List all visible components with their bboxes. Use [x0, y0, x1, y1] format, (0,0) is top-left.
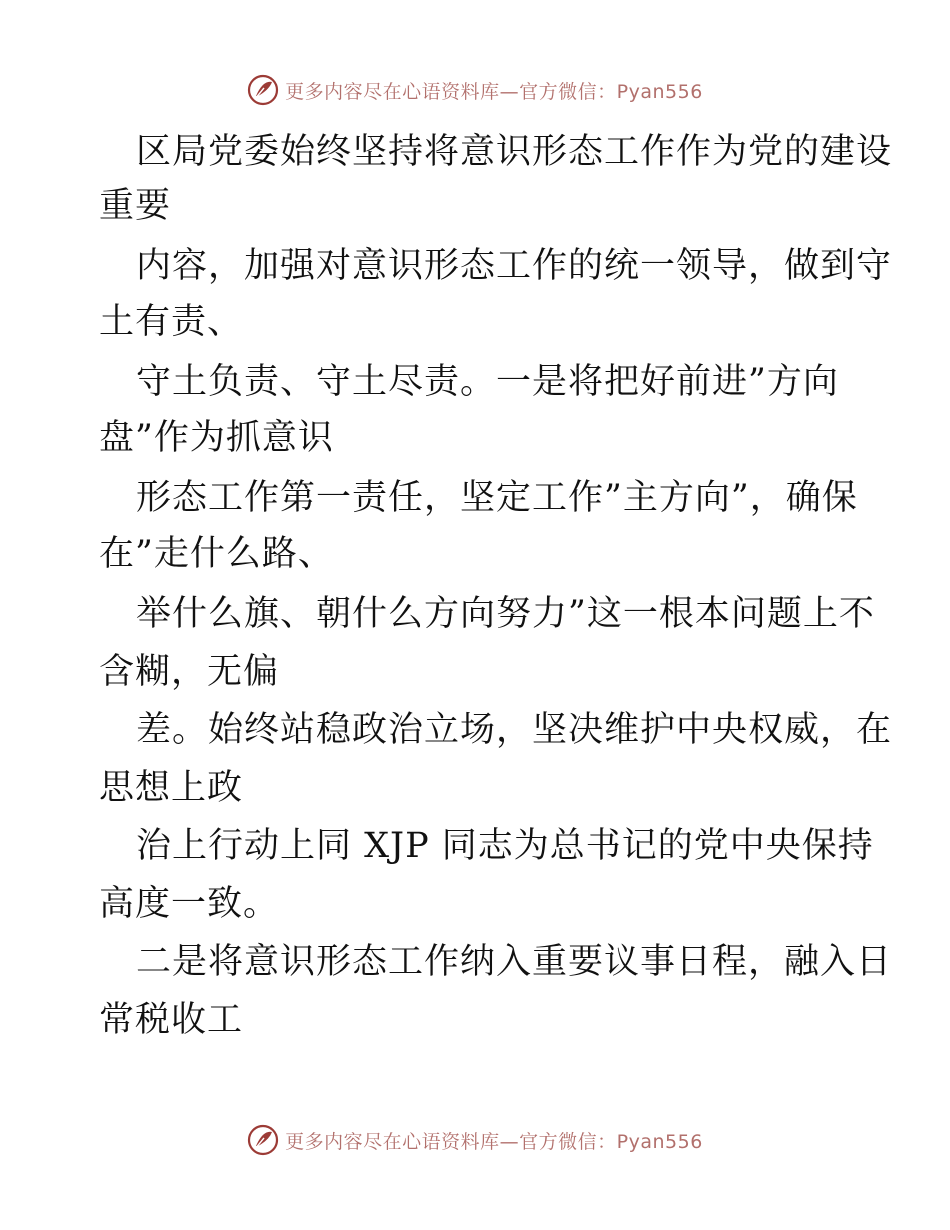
text-line: 区局党委始终坚持将意识形态工作作为党的建设	[136, 132, 893, 172]
text-line: 常税收工	[99, 1000, 244, 1040]
header-banner	[0, 70, 950, 110]
text-line: 治上行动上同 XJP 同志为总书记的党中央保持	[136, 826, 874, 866]
text-line: 二是将意识形态工作纳入重要议事日程，融入日	[136, 942, 893, 982]
header-banner-text: 更多内容尽在心语资料库—官方微信：Pyan556	[285, 80, 703, 103]
text-line: 重要	[99, 186, 172, 226]
text-line: 高度一致。	[99, 884, 280, 924]
text-line: 形态工作第一责任，坚定工作”主方向”，确保	[136, 478, 858, 518]
text-line: 土有责、	[99, 302, 244, 342]
text-line: 举什么旗、朝什么方向努力”这一根本问题上不	[136, 594, 875, 634]
footer-banner	[0, 1120, 950, 1160]
text-line: 含糊，无偏	[99, 652, 280, 692]
text-line: 思想上政	[99, 768, 244, 808]
text-line: 盘”作为抓意识	[99, 418, 334, 458]
text-line: 在”走什么路、	[99, 534, 334, 574]
text-line: 差。始终站稳政治立场，坚决维护中央权威，在	[136, 710, 893, 750]
text-line: 内容，加强对意识形态工作的统一领导，做到守	[136, 246, 893, 286]
footer-banner-text: 更多内容尽在心语资料库—官方微信：Pyan556	[285, 1130, 703, 1153]
text-line: 守土负责、守土尽责。一是将把好前进”方向	[136, 362, 839, 402]
feather-logo-icon	[247, 1124, 279, 1156]
feather-logo-icon	[247, 74, 279, 106]
